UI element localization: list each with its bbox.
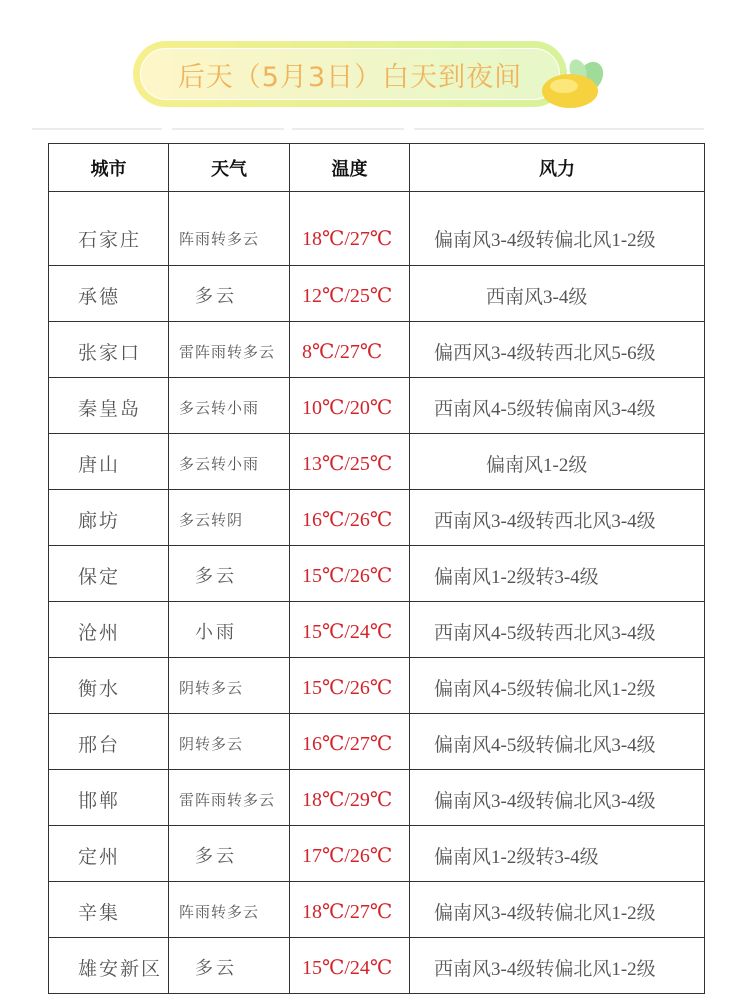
wind-cell: 西南风4-5级转西北风3-4级: [410, 602, 705, 658]
table-row: [49, 714, 705, 770]
weather-cell: 多云转小雨: [169, 378, 290, 434]
wind-cell: 偏南风3-4级转偏北风3-4级: [410, 770, 705, 826]
temperature-cell: 18℃/27℃: [290, 192, 410, 266]
weather-cell: 阵雨转多云: [169, 192, 290, 266]
table-row: [49, 546, 705, 602]
temperature-cell: 15℃/24℃: [290, 938, 410, 994]
divider: [414, 128, 704, 130]
title-banner: [133, 41, 567, 107]
wind-cell: 西南风3-4级转偏北风1-2级: [410, 938, 705, 994]
temperature-cell: 18℃/29℃: [290, 770, 410, 826]
table-row: [49, 602, 705, 658]
wind-cell: 偏南风4-5级转偏北风3-4级: [410, 714, 705, 770]
divider: [292, 128, 404, 130]
table-row: [49, 658, 705, 714]
table-row: [49, 322, 705, 378]
divider: [32, 128, 162, 130]
table-row: [49, 490, 705, 546]
temperature-cell: 12℃/25℃: [290, 266, 410, 322]
weather-table: [48, 143, 705, 994]
wind-cell: 偏南风3-4级转偏北风1-2级: [410, 192, 705, 266]
city-cell: 保定: [49, 546, 169, 602]
table-row: [49, 938, 705, 994]
city-cell: 承德: [49, 266, 169, 322]
temperature-cell: 15℃/24℃: [290, 602, 410, 658]
weather-cell: 多云: [169, 826, 290, 882]
header-wind: 风力: [410, 144, 705, 192]
weather-cell: 阵雨转多云: [169, 882, 290, 938]
weather-cell: 雷阵雨转多云: [169, 770, 290, 826]
weather-cell: 多云: [169, 546, 290, 602]
weather-cell: 多云转阴: [169, 490, 290, 546]
temperature-cell: 15℃/26℃: [290, 546, 410, 602]
city-cell: 定州: [49, 826, 169, 882]
weather-cell: 多云: [169, 938, 290, 994]
header-city: 城市: [49, 144, 169, 192]
divider: [172, 128, 284, 130]
wind-cell: 偏南风1-2级转3-4级: [410, 546, 705, 602]
city-cell: 石家庄: [49, 192, 169, 266]
table-row: [49, 770, 705, 826]
wind-cell: 西南风4-5级转偏南风3-4级: [410, 378, 705, 434]
city-cell: 沧州: [49, 602, 169, 658]
temperature-cell: 16℃/27℃: [290, 714, 410, 770]
banner-title: 后天（5月3日）白天到夜间: [177, 61, 523, 93]
city-cell: 秦皇岛: [49, 378, 169, 434]
wind-cell: 偏南风1-2级转3-4级: [410, 826, 705, 882]
temperature-cell: 13℃/25℃: [290, 434, 410, 490]
wind-cell: 西南风3-4级转西北风3-4级: [410, 490, 705, 546]
temperature-cell: 18℃/27℃: [290, 882, 410, 938]
weather-cell: 小雨: [169, 602, 290, 658]
weather-cell: 阴转多云: [169, 714, 290, 770]
wind-cell: 西南风3-4级: [410, 266, 705, 322]
table-row: [49, 378, 705, 434]
city-cell: 唐山: [49, 434, 169, 490]
temperature-cell: 17℃/26℃: [290, 826, 410, 882]
temperature-cell: 10℃/20℃: [290, 378, 410, 434]
temperature-cell: 16℃/26℃: [290, 490, 410, 546]
table-row: [49, 192, 705, 266]
city-cell: 雄安新区: [49, 938, 169, 994]
title-banner-inner: [140, 48, 560, 100]
city-cell: 辛集: [49, 882, 169, 938]
city-cell: 邢台: [49, 714, 169, 770]
city-cell: 廊坊: [49, 490, 169, 546]
wind-cell: 偏南风1-2级: [410, 434, 705, 490]
wind-cell: 偏南风3-4级转偏北风1-2级: [410, 882, 705, 938]
weather-cell: 雷阵雨转多云: [169, 322, 290, 378]
city-cell: 衡水: [49, 658, 169, 714]
wind-cell: 偏西风3-4级转西北风5-6级: [410, 322, 705, 378]
table-row: [49, 266, 705, 322]
weather-cell: 多云: [169, 266, 290, 322]
table-row: [49, 434, 705, 490]
city-cell: 张家口: [49, 322, 169, 378]
header-weather: 天气: [169, 144, 290, 192]
header-temperature: 温度: [290, 144, 410, 192]
table-row: [49, 882, 705, 938]
wind-cell: 偏南风4-5级转偏北风1-2级: [410, 658, 705, 714]
table-header-row: [49, 144, 705, 192]
temperature-cell: 8℃/27℃: [290, 322, 410, 378]
mango-icon: [540, 55, 610, 111]
weather-cell: 阴转多云: [169, 658, 290, 714]
weather-cell: 多云转小雨: [169, 434, 290, 490]
city-cell: 邯郸: [49, 770, 169, 826]
temperature-cell: 15℃/26℃: [290, 658, 410, 714]
table-row: [49, 826, 705, 882]
